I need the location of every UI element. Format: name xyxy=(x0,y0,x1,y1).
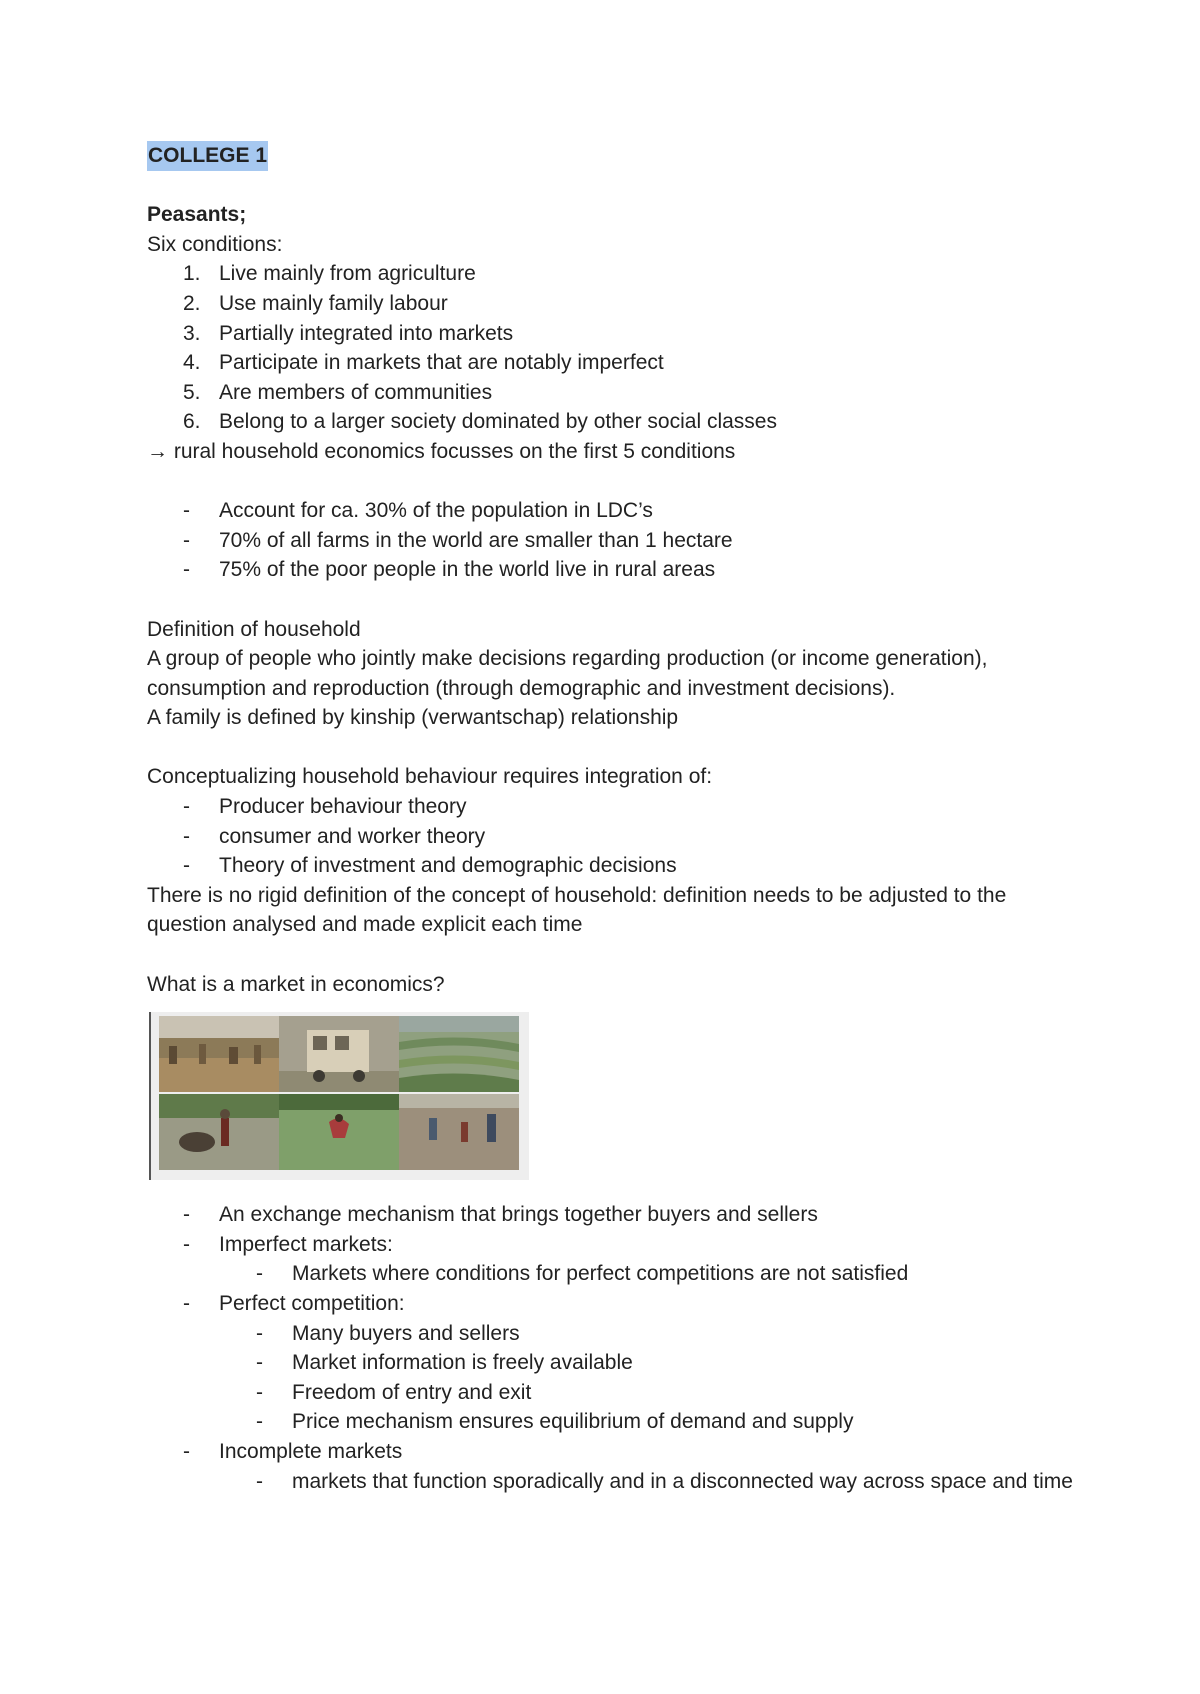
bullet-dash: - xyxy=(183,1203,190,1227)
list-item-text: Live mainly from agriculture xyxy=(219,262,476,286)
list-item-text: Use mainly family labour xyxy=(219,291,448,315)
bullet-dash: - xyxy=(183,1292,190,1315)
truck-photo xyxy=(279,1016,399,1092)
list-item xyxy=(147,319,1087,349)
list-item xyxy=(147,1437,1087,1467)
list-item-text: markets that function sporadically and in a disconnected way across space and time xyxy=(292,1469,1073,1493)
ploughing-photo xyxy=(159,1094,279,1170)
sub-list-item xyxy=(147,1407,1087,1437)
list-item-text: Perfect competition: xyxy=(219,1292,405,1315)
list-item xyxy=(147,792,1087,822)
spacer xyxy=(147,467,1087,497)
bullet-dash: - xyxy=(183,824,190,848)
list-item-text: Many buyers and sellers xyxy=(292,1321,520,1345)
list-item-text: Belong to a larger society dominated by other social classes xyxy=(219,410,777,434)
list-item xyxy=(147,259,1087,289)
bullet-dash: - xyxy=(256,1469,263,1493)
conditions-list xyxy=(147,259,1087,437)
list-item-text: Partially integrated into markets xyxy=(219,321,514,345)
list-number: 4. xyxy=(183,351,201,375)
list-item-text: Freedom of entry and exit xyxy=(292,1380,532,1404)
sub-list-item xyxy=(147,1348,1087,1378)
facts-list xyxy=(147,496,1087,585)
household-note-line: There is no rigid definition of the concept of household: definition needs to be adjusted to the xyxy=(147,883,1007,907)
page-title: COLLEGE 1 xyxy=(147,141,268,171)
list-item xyxy=(147,407,1087,437)
list-number: 3. xyxy=(183,321,201,345)
household-title: Definition of household xyxy=(147,617,361,641)
bullet-dash: - xyxy=(183,1232,190,1256)
sub-list-item xyxy=(147,1319,1087,1349)
field-workers-photo xyxy=(399,1094,519,1170)
spacer xyxy=(147,585,1087,615)
list-item-text: 70% of all farms in the world are smaller than 1 hectare xyxy=(219,528,733,552)
list-item xyxy=(147,1200,1087,1230)
list-number: 2. xyxy=(183,291,201,315)
spacer xyxy=(147,733,1087,763)
list-item xyxy=(147,555,1087,585)
bullet-dash: - xyxy=(183,558,190,582)
sub-list-item xyxy=(147,1467,1087,1497)
conditions-intro: Six conditions: xyxy=(147,232,283,256)
list-item-text: Incomplete markets xyxy=(219,1439,403,1463)
list-item xyxy=(147,378,1087,408)
list-item-text: Producer behaviour theory xyxy=(219,795,467,819)
household-note-line: question analysed and made explicit each time xyxy=(147,913,583,937)
spacer xyxy=(147,171,1087,201)
document-page xyxy=(147,141,1087,1496)
bullet-dash: - xyxy=(256,1410,263,1434)
list-item xyxy=(147,1289,1087,1319)
market-question: What is a market in economics? xyxy=(147,972,445,996)
list-item-text: 75% of the poor people in the world live in rural areas xyxy=(219,558,716,582)
market-list xyxy=(147,1200,1087,1496)
list-item-text: Price mechanism ensures equilibrium of demand and supply xyxy=(292,1410,854,1434)
sub-list-item xyxy=(147,1259,1087,1289)
household-definition-line: A group of people who jointly make decisions regarding production (or income generation), xyxy=(147,647,988,671)
family-definition: A family is defined by kinship (verwantschap) relationship xyxy=(147,706,679,730)
list-item-text: Account for ca. 30% of the population in LDC’s xyxy=(219,499,653,523)
list-number: 6. xyxy=(183,410,201,434)
list-item-text: Are members of communities xyxy=(219,380,493,404)
household-definition-line: consumption and reproduction (through demographic and investment decisions). xyxy=(147,676,896,700)
list-item xyxy=(147,348,1087,378)
list-item xyxy=(147,496,1087,526)
section-title-peasants: Peasants; xyxy=(147,203,247,227)
market-crowd-photo xyxy=(159,1016,279,1092)
list-item xyxy=(147,822,1087,852)
list-item xyxy=(147,851,1087,881)
bullet-dash: - xyxy=(256,1380,263,1404)
list-item-text: consumer and worker theory xyxy=(219,824,486,848)
rice-planting-photo xyxy=(279,1094,399,1170)
theory-list xyxy=(147,792,1087,881)
conceptual-intro: Conceptualizing household behaviour requires integration of: xyxy=(147,765,713,789)
bullet-dash: - xyxy=(183,499,190,523)
list-item-text: Participate in markets that are notably imperfect xyxy=(219,351,664,375)
title-line xyxy=(147,141,1087,171)
terraced-fields-photo xyxy=(399,1016,519,1092)
list-item-text: Imperfect markets: xyxy=(219,1232,393,1256)
bullet-dash: - xyxy=(183,528,190,552)
market-photo-collage xyxy=(149,1012,529,1180)
sub-list-item xyxy=(147,1378,1087,1408)
list-item-text: An exchange mechanism that brings together buyers and sellers xyxy=(219,1203,818,1227)
bullet-dash: - xyxy=(183,854,190,878)
bullet-dash: - xyxy=(183,1439,190,1463)
list-item xyxy=(147,1230,1087,1260)
list-number: 5. xyxy=(183,380,201,404)
bullet-dash: - xyxy=(256,1262,263,1286)
bullet-dash: - xyxy=(256,1321,263,1345)
list-item xyxy=(147,526,1087,556)
bullet-dash: - xyxy=(256,1351,263,1375)
list-item-text: Markets where conditions for perfect competitions are not satisfied xyxy=(292,1262,909,1286)
conditions-note: → rural household economics focusses on the first 5 conditions xyxy=(147,439,736,463)
list-item xyxy=(147,289,1087,319)
list-number: 1. xyxy=(183,262,201,286)
list-item-text: Theory of investment and demographic decisions xyxy=(219,854,677,878)
spacer xyxy=(147,940,1087,970)
bullet-dash: - xyxy=(183,795,190,819)
list-item-text: Market information is freely available xyxy=(292,1351,633,1375)
